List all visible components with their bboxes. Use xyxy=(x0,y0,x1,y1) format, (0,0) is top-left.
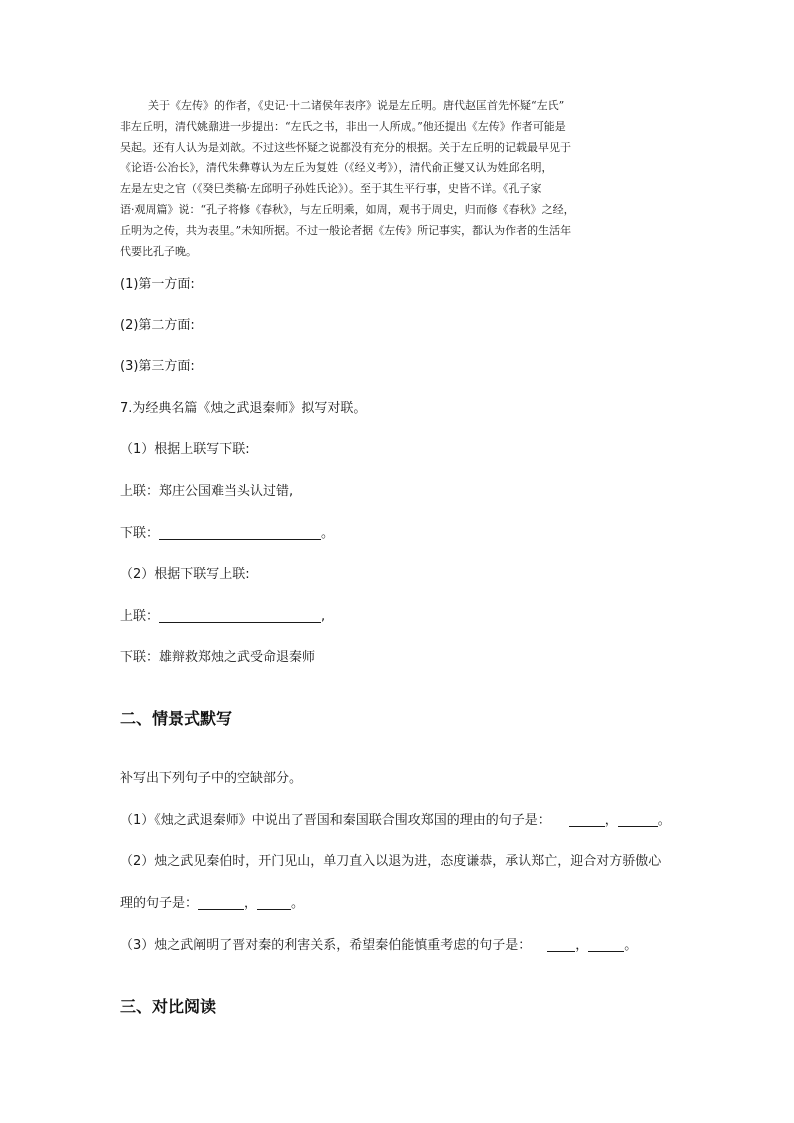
fill-question-2-line-2 xyxy=(120,895,304,913)
aspect-3-label: (3)第三方面: xyxy=(120,359,195,374)
period-mark: 。 xyxy=(291,896,305,911)
fill-blank[interactable] xyxy=(569,812,605,827)
section-2-heading: 二、情景式默写 xyxy=(120,709,233,728)
fill-blank[interactable] xyxy=(618,812,658,827)
passage-line: 语·观周篇》说：“孔子将修《春秋》，与左丘明乘，如周，观书于周史，归而修《春秋》之经， xyxy=(120,202,575,216)
comma-mark: ， xyxy=(604,813,618,828)
passage-line: 《论语·公冶长》，清代朱彝尊认为左丘为复姓（《经义考》），清代俞正燮又认为姓邱名明， xyxy=(120,161,553,175)
fill-blank[interactable] xyxy=(588,937,624,952)
period-mark: 。 xyxy=(624,938,638,953)
comma-mark: ， xyxy=(244,896,258,911)
fill-question-3 xyxy=(120,937,637,955)
comma-mark: , xyxy=(321,609,326,624)
couplet-upper-label: 上联： xyxy=(120,609,160,624)
passage-line: 代要比孔子晚。 xyxy=(120,244,197,258)
question-7-part-1: （1）根据上联写下联: xyxy=(120,442,250,457)
fill-question-1-text: （1）《烛之武退秦师》中说出了晋国和秦国联合围攻郑国的理由的句子是： xyxy=(120,813,551,828)
comma-mark: ， xyxy=(575,938,589,953)
question-7-title: 7.为经典名篇《烛之武退秦师》拟写对联。 xyxy=(120,401,367,416)
passage-line: 非左丘明，清代姚鼐进一步提出：“左氏之书，非出一人所成。”他还提出《左传》作者可能是 xyxy=(120,119,566,133)
period-mark: 。 xyxy=(321,526,335,541)
section-3-heading: 三、对比阅读 xyxy=(120,997,217,1016)
fill-question-3-text: （3）烛之武阐明了晋对秦的利害关系，希望秦伯能慎重考虑的句子是： xyxy=(120,938,532,953)
passage-line: 吴起。还有人认为是刘歆。不过这些怀疑之说都没有充分的根据。关于左丘明的记载最早见于 xyxy=(120,140,571,154)
couplet-lower-label: 下联： xyxy=(120,526,160,541)
couplet-upper-answer xyxy=(120,608,325,626)
period-mark: 。 xyxy=(657,813,671,828)
fill-blank[interactable] xyxy=(257,895,291,910)
question-7-part-2: （2）根据下联写上联: xyxy=(120,567,250,582)
couplet-lower-blank[interactable] xyxy=(159,525,321,540)
aspect-1-label: (1)第一方面: xyxy=(120,277,195,292)
passage-paragraph xyxy=(120,96,680,262)
passage-line: 左是左史之官（《癸巳类稿·左邱明子孙姓氏论》）。至于其生平行事，史皆不详。《孔子家 xyxy=(120,182,542,196)
fill-question-2-text: 理的句子是： xyxy=(120,896,199,911)
passage-line: 丘明为之传，共为表里。”未知所据。不过一般论者据《左传》所记事实，都认为作者的生活年 xyxy=(120,223,572,237)
couplet-upper-blank[interactable] xyxy=(159,608,321,623)
passage-line: 关于《左传》的作者，《史记·十二诸侯年表序》说是左丘明。唐代赵匡首先怀疑“左氏” xyxy=(148,99,565,112)
fill-blank[interactable] xyxy=(198,895,244,910)
section-2-instruction: 补写出下列句子中的空缺部分。 xyxy=(120,771,303,786)
fill-blank[interactable] xyxy=(547,937,575,952)
couplet-upper-given: 上联：郑庄公国难当头认过错, xyxy=(120,484,294,499)
fill-question-2-line-1: （2）烛之武见秦伯时，开门见山，单刀直入以退为进，态度谦恭，承认郑亡，迎合对方骄傲心 xyxy=(120,854,662,869)
fill-question-1 xyxy=(120,812,671,830)
aspect-2-label: (2)第二方面: xyxy=(120,318,195,333)
couplet-lower-given: 下联：雄辩救郑烛之武受命退秦师 xyxy=(120,650,316,665)
couplet-lower-answer xyxy=(120,525,334,543)
